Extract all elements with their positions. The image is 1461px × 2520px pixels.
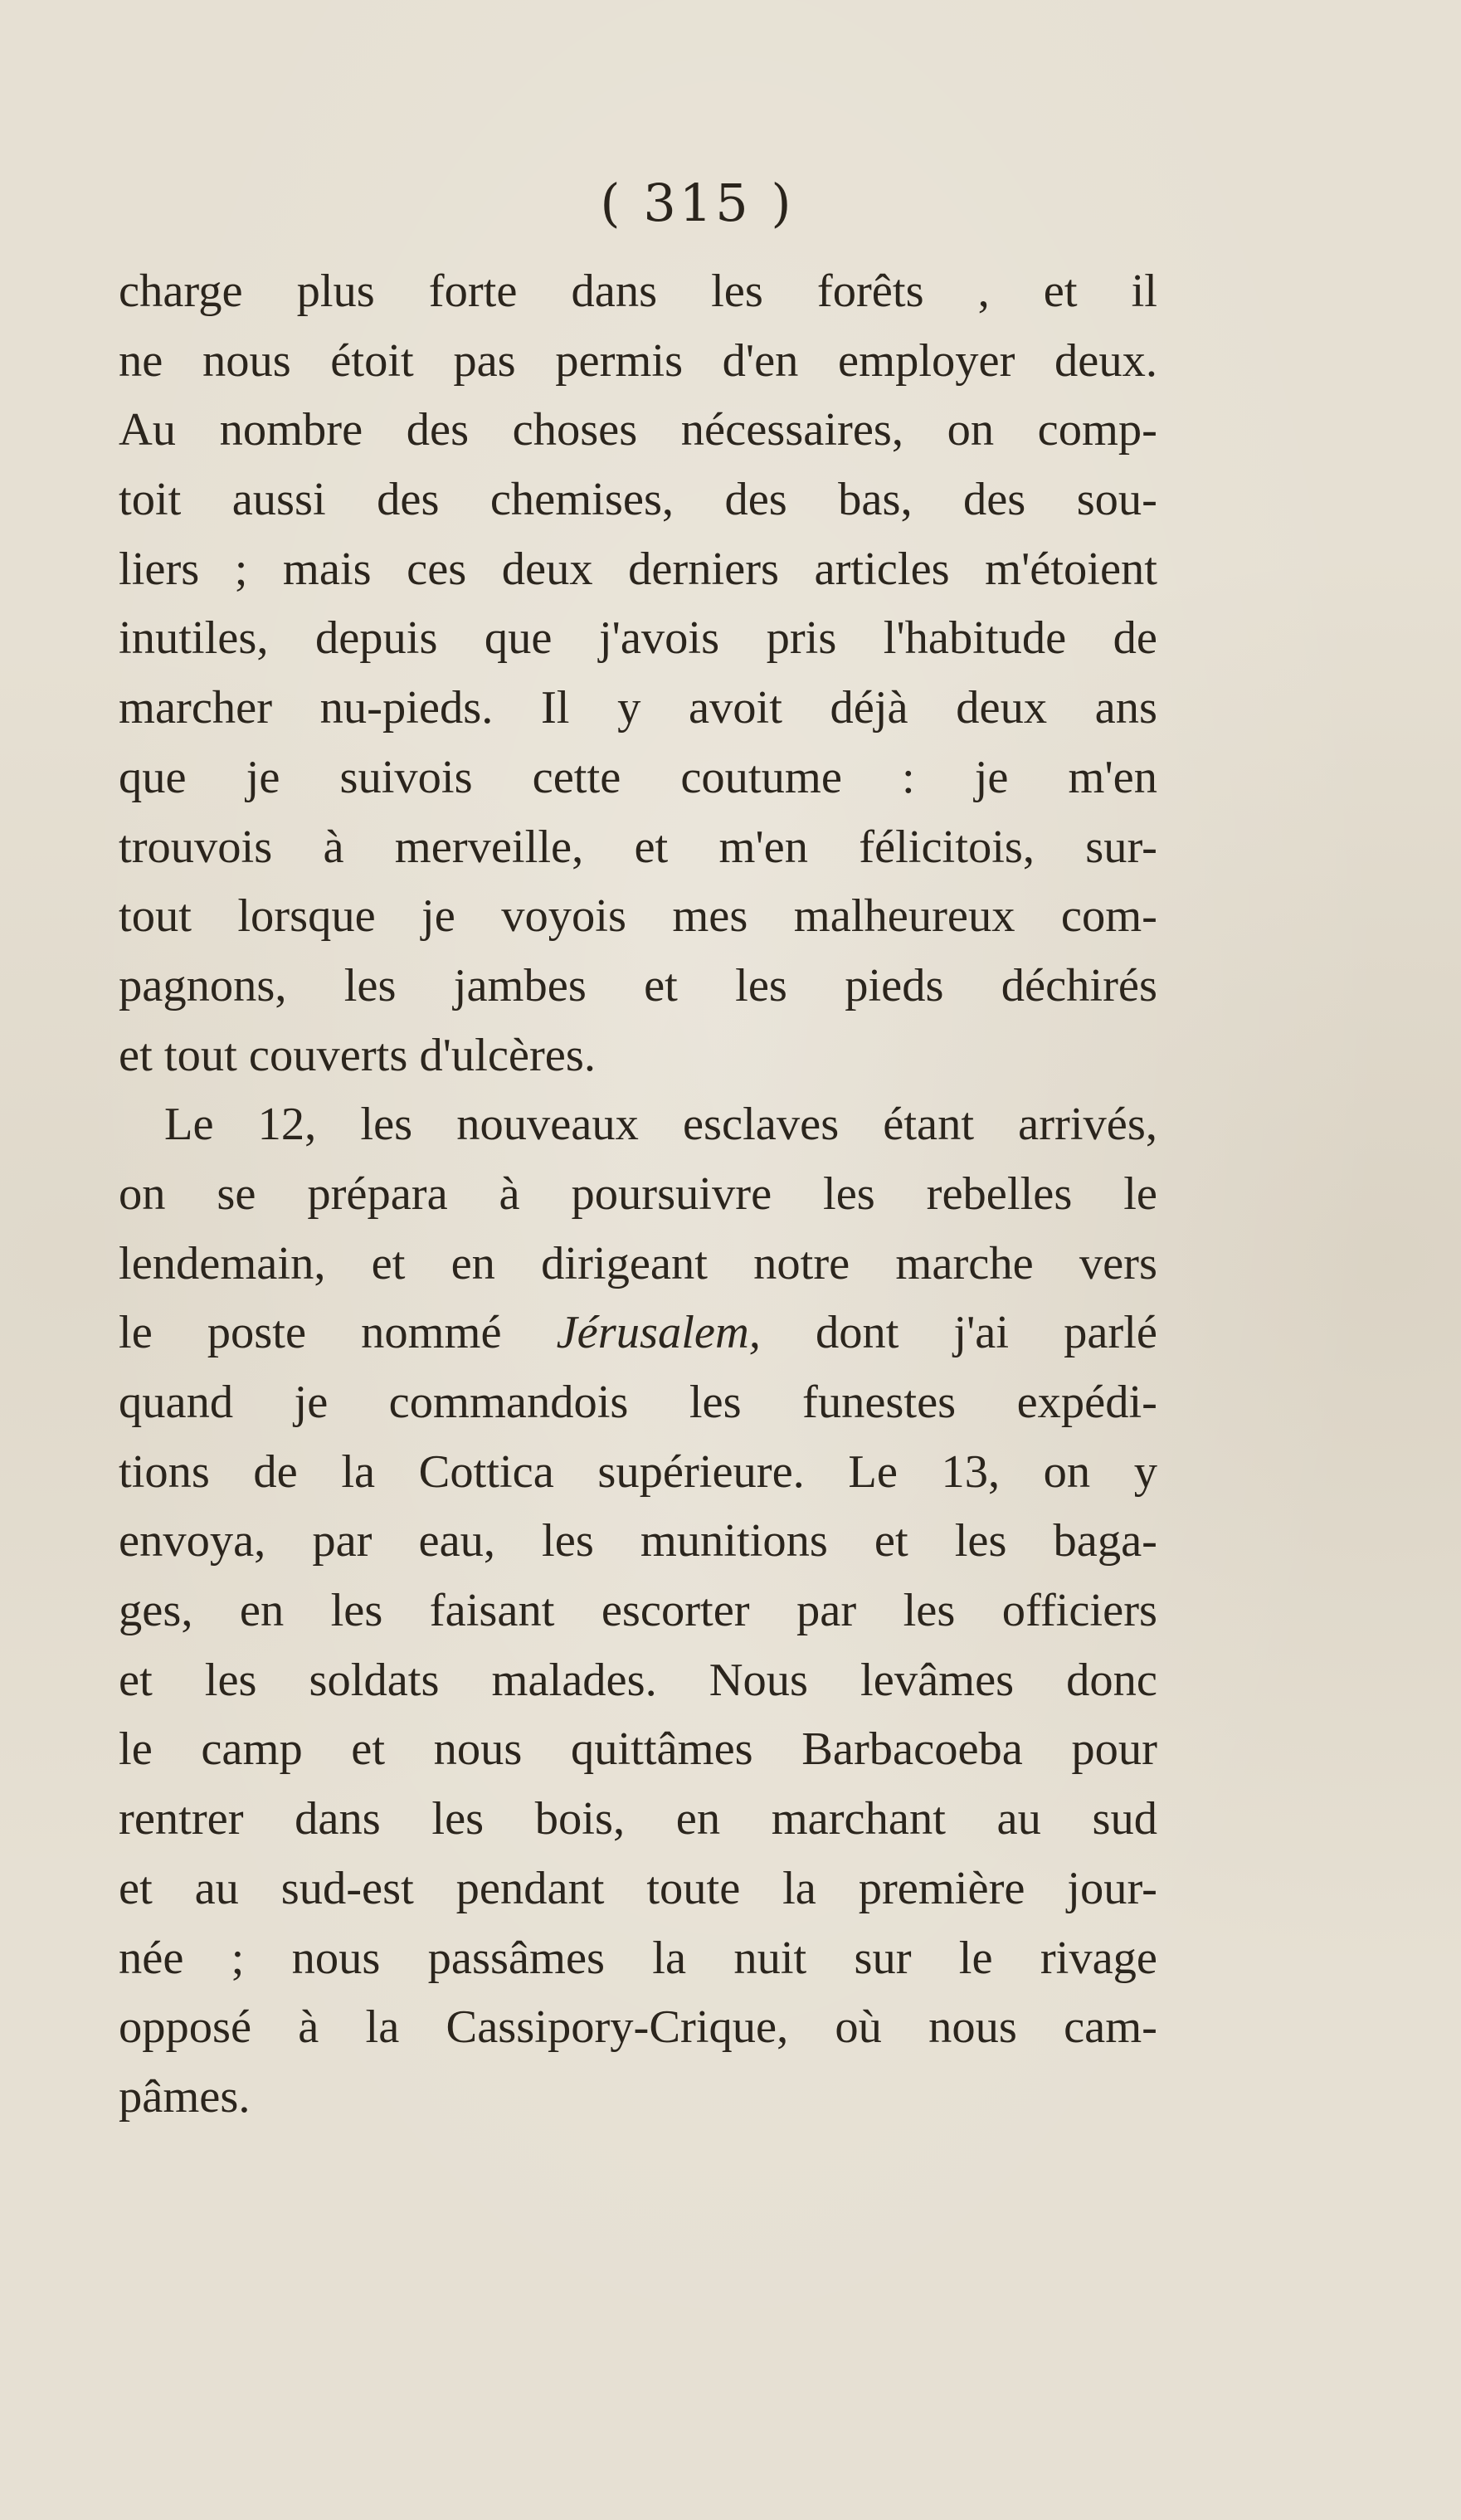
text-line: on se prépara à poursuivre les rebelles le <box>119 1167 1157 1220</box>
body-text <box>119 257 1157 2132</box>
text-line: ges, en les faisant escorter par les officiers <box>119 1585 1157 1637</box>
text-line: toit aussi des chemises, des bas, des sou- <box>119 474 1157 526</box>
text-line: opposé à la Cassipory-Crique, où nous cam- <box>119 2001 1157 2054</box>
text-line: marcher nu-pieds. Il y avoit déjà deux ans <box>119 682 1157 734</box>
page-number <box>0 173 1461 233</box>
text-line: ne nous étoit pas permis d'en employer deux. <box>119 334 1157 387</box>
italic-place-name: Jérusalem, <box>556 1307 761 1359</box>
text-line: lendemain, et en dirigeant notre marche vers <box>119 1237 1157 1289</box>
text-line: née ; nous passâmes la nuit sur le rivage <box>119 1932 1157 1984</box>
text-line: inutiles, depuis que j'avois pris l'habitude de <box>119 612 1157 665</box>
text-line: trouvois à merveille, et m'en félicitois, sur- <box>119 821 1157 873</box>
text-line: que je suivois cette coutume : je m'en <box>119 751 1157 803</box>
text-line: et tout couverts d'ulcères. <box>119 1029 596 1081</box>
text-line: envoya, par eau, les munitions et les baga- <box>119 1515 1157 1567</box>
text-line: et les soldats malades. Nous levâmes donc <box>119 1654 1157 1706</box>
text-line: liers ; mais ces deux derniers articles m'étoient <box>119 543 1157 595</box>
line-start: le poste nommé <box>119 1307 502 1359</box>
text-line: pâmes. <box>119 2070 251 2123</box>
text-line: charge plus forte dans les forêts , et il <box>119 266 1157 317</box>
text-line: et au sud-est pendant toute la première jour- <box>119 1862 1157 1914</box>
text-line: tions de la Cottica supérieure. Le 13, on y <box>119 1445 1157 1498</box>
text-line: Le 12, les nouveaux esclaves étant arrivés, <box>164 1099 1157 1151</box>
text-line-with-italic <box>119 1299 1157 1368</box>
text-line: tout lorsque je voyois mes malheureux com- <box>119 890 1157 943</box>
text-line: quand je commandois les funestes expédi- <box>119 1377 1157 1428</box>
line-end: dont j'ai parlé <box>815 1307 1158 1359</box>
text-line: pagnons, les jambes et les pieds déchirés <box>119 959 1157 1011</box>
page-number-text: ( 315 ) <box>600 173 795 233</box>
text-line: rentrer dans les bois, en marchant au sud <box>119 1793 1157 1845</box>
text-line: le camp et nous quittâmes Barbacoeba pour <box>119 1723 1157 1776</box>
text-line: Au nombre des choses nécessaires, on comp- <box>119 404 1157 456</box>
